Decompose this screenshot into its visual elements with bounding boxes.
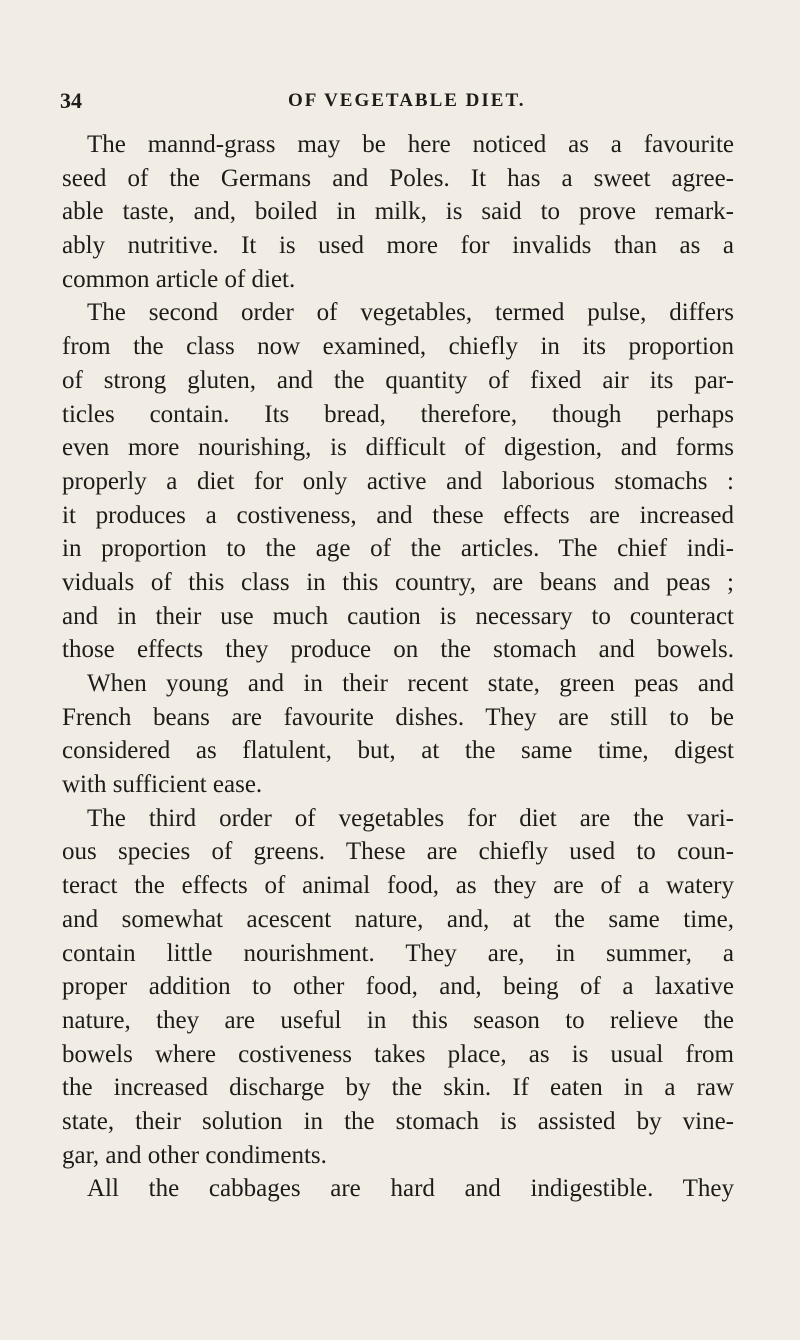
text-line: French beans are favourite dishes. They are still to be (62, 703, 734, 731)
text-line: able taste, and, boiled in milk, is said to prove remark- (62, 198, 734, 226)
text-line: The mannd-grass may be here noticed as a favourite (87, 131, 734, 158)
text-line: the increased discharge by the skin. If eaten in a raw (62, 1074, 734, 1102)
text-line: and somewhat acescent nature, and, at the same time, (62, 905, 734, 933)
text-line: in proportion to the age of the articles. The chief indi- (62, 535, 734, 563)
text-line: bowels where costiveness takes place, as is usual from (62, 1040, 734, 1068)
page-number: 34 (60, 88, 82, 113)
text-line: from the class now examined, chiefly in its proportion (62, 333, 734, 361)
text-line: teract the effects of animal food, as they are of a watery (62, 872, 734, 900)
text-line: nature, they are useful in this season to relieve the (62, 1006, 734, 1034)
text-line: state, their solution in the stomach is assisted by vine- (62, 1107, 734, 1135)
text-line: those effects they produce on the stomach and bowels. (62, 636, 734, 664)
text-line: viduals of this class in this country, are beans and peas ; (62, 568, 734, 596)
text-line: it produces a costiveness, and these effects are increased (62, 501, 734, 529)
running-title: OF VEGETABLE DIET. (288, 90, 526, 111)
text-line: contain little nourishment. They are, in summer, a (62, 939, 734, 967)
text-line: seed of the Germans and Poles. It has a sweet agree- (62, 164, 734, 192)
text-line: The third order of vegetables for diet are the vari- (87, 804, 734, 832)
text-line: properly a diet for only active and laborious stomachs : (62, 467, 734, 495)
text-line: even more nourishing, is difficult of digestion, and forms (62, 434, 734, 462)
text-line: proper addition to other food, and, being of a laxative (62, 973, 734, 1001)
text-line: All the cabbages are hard and indigestible. They (87, 1175, 734, 1203)
text-line: considered as flatulent, but, at the same time, digest (62, 737, 734, 765)
text-line: When young and in their recent state, green peas and (87, 670, 734, 697)
text-line: ous species of greens. These are chiefly used to coun- (62, 838, 734, 866)
text-line: gar, and other condiments. (62, 1141, 327, 1169)
text-line: with sufficient ease. (62, 771, 263, 799)
text-line: common article of diet. (62, 265, 296, 293)
body-text (62, 128, 734, 1206)
text-line: ably nutritive. It is used more for invalids than as a (62, 232, 734, 260)
text-line: The second order of vegetables, termed pulse, differs (87, 299, 734, 327)
text-line: ticles contain. Its bread, therefore, though perhaps (62, 400, 734, 428)
text-line: and in their use much caution is necessary to counteract (62, 602, 734, 630)
running-head (60, 88, 760, 120)
text-line: of strong gluten, and the quantity of fixed air its par- (62, 366, 734, 394)
